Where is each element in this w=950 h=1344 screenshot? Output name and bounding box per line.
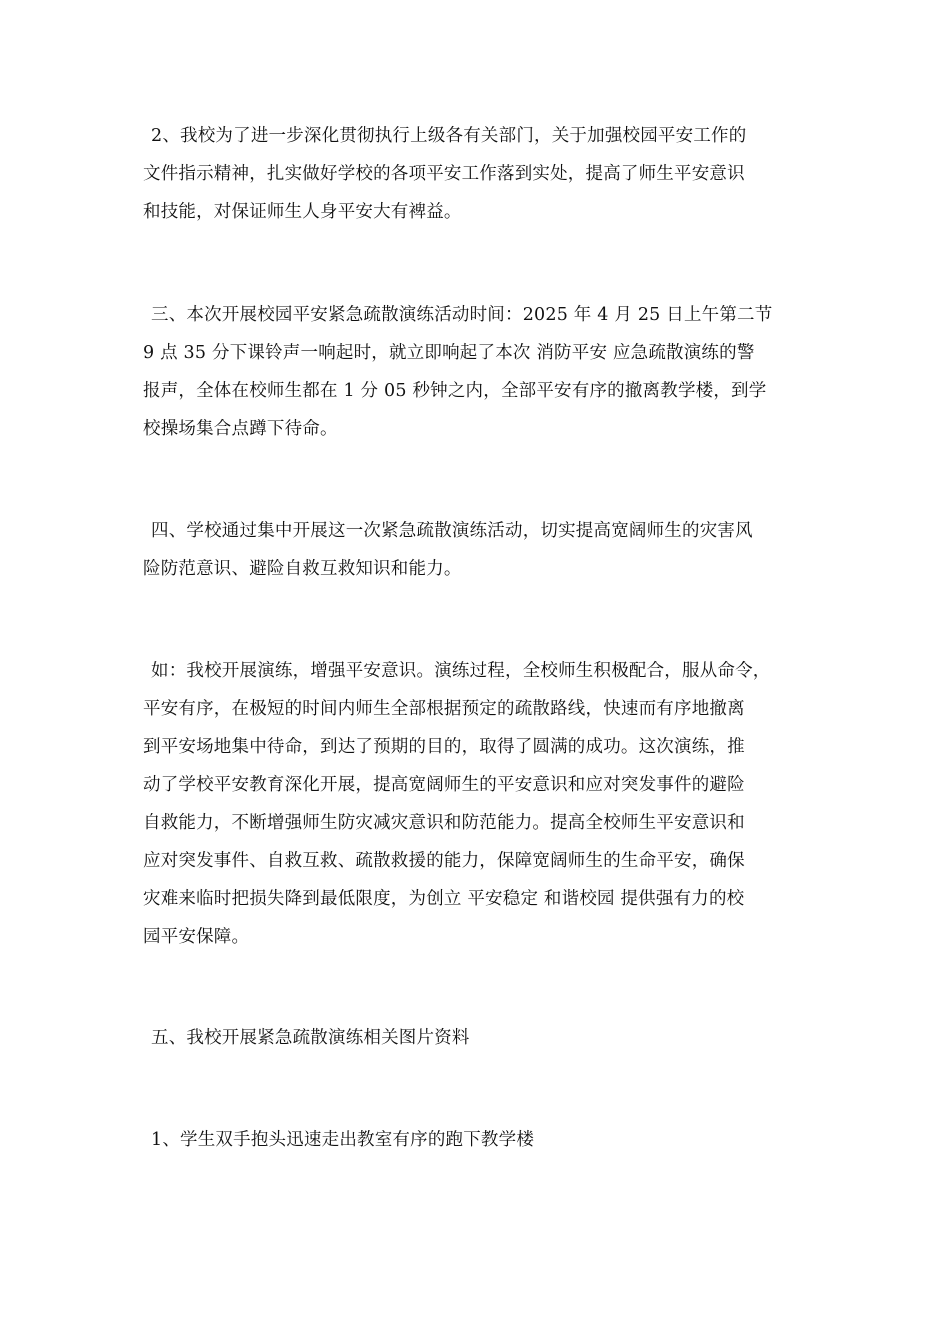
- paragraph-line: 1、学生双手抱头迅速走出教室有序的跑下教学楼: [151, 1130, 535, 1150]
- paragraph-line: 2、我校为了进一步深化贯彻执行上级各有关部门，关于加强校园平安工作的: [151, 126, 747, 146]
- paragraph-line: 自救能力，不断增强师生防灾减灾意识和防范能力。提高全校师生平安意识和: [143, 813, 745, 833]
- paragraph-line: 平安有序，在极短的时间内师生全部根据预定的疏散路线，快速而有序地撤离: [143, 699, 745, 719]
- paragraph-line: 文件指示精神，扎实做好学校的各项平安工作落到实处，提高了师生平安意识: [143, 164, 745, 184]
- paragraph-line: 五、我校开展紧急疏散演练相关图片资料: [151, 1028, 470, 1048]
- paragraph-line: 到平安场地集中待命，到达了预期的目的，取得了圆满的成功。这次演练，推: [143, 737, 745, 757]
- paragraph-line: 9 点 35 分下课铃声一响起时，就立即响起了本次 消防平安 应急疏散演练的警: [143, 343, 755, 363]
- paragraph-line: 三、本次开展校园平安紧急疏散演练活动时间：2025 年 4 月 25 日上午第二节: [151, 305, 773, 325]
- paragraph-line: 报声，全体在校师生都在 1 分 05 秒钟之内，全部平安有序的撤离教学楼，到学: [143, 381, 767, 401]
- paragraph-line: 险防范意识、避险自救互救知识和能力。: [143, 559, 462, 579]
- paragraph-line: 灾难来临时把损失降到最低限度，为创立 平安稳定 和谐校园 提供强有力的校: [143, 889, 745, 909]
- paragraph-line: 动了学校平安教育深化开展，提高宽阔师生的平安意识和应对突发事件的避险: [143, 775, 745, 795]
- paragraph-line: 和技能，对保证师生人身平安大有裨益。: [143, 202, 462, 222]
- paragraph-line: 应对突发事件、自救互救、疏散救援的能力，保障宽阔师生的生命平安，确保: [143, 851, 745, 871]
- paragraph-line: 园平安保障。: [143, 927, 250, 947]
- paragraph-line: 校操场集合点蹲下待命。: [143, 419, 338, 439]
- paragraph-line: 如：我校开展演练，增强平安意识。演练过程，全校师生积极配合，服从命令，: [151, 661, 771, 681]
- paragraph-line: 四、学校通过集中开展这一次紧急疏散演练活动，切实提高宽阔师生的灾害风: [151, 521, 753, 541]
